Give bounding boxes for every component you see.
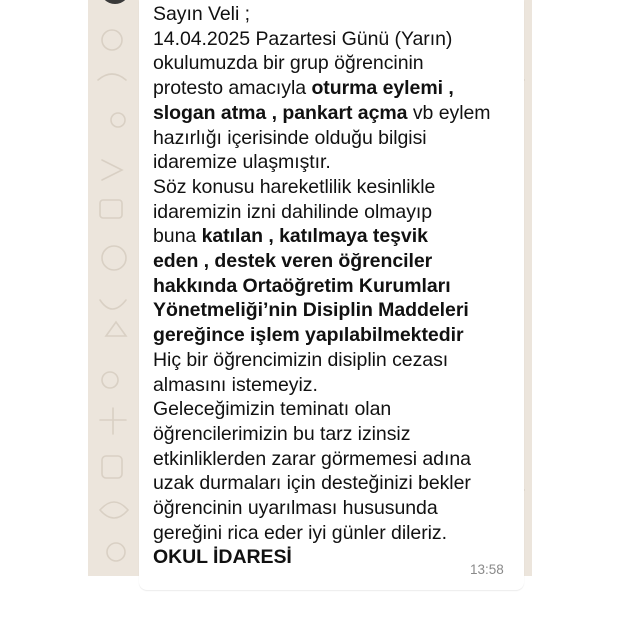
message-line [153,496,533,521]
message-bold-text: OKUL İDARESİ [153,546,292,569]
message-text-segment: idaremize ulaşmıştır. [153,151,331,174]
message-text-segment: idaremizin izni dahilinde olmayıp [153,200,433,223]
message-text-segment: vb eylem [407,101,491,124]
message-text-segment: almasını istemeyiz. [153,373,318,396]
message-bold-text: eden , destek veren öğrenciler [153,250,433,273]
message-line [153,323,533,348]
message-line [153,397,533,422]
message-bold-text: oturma eylemi , [311,77,454,100]
message-line [153,175,533,200]
message-text-segment: öğrencilerimizin bu tarz izinsiz [153,422,411,445]
message-line [153,200,533,225]
message-text-segment: Sayın Veli ; [153,3,250,25]
message-text-segment: hazırlığı içerisinde olduğu bilgisi [153,126,427,149]
message-bold-text: slogan atma , pankart açma [153,101,408,124]
message-line [153,422,533,447]
message-text-segment: Geleceğimizin teminatı olan [153,398,392,421]
message-text-segment: gereğini rica eder iyi günler dileriz. [153,521,447,544]
message-bold-text: Yönetmeliği’nin Disiplin Maddeleri [153,299,469,322]
message-line [153,27,533,52]
message-line [153,51,533,76]
message-text-segment: protesto amacıyla [153,77,312,100]
message-text-segment: Söz konusu hareketlilik kesinlikle [153,175,436,198]
message-text-segment: buna [153,225,202,248]
message-line [153,76,533,101]
message-line [153,521,533,546]
message-line [153,274,533,299]
message-line [153,298,533,323]
message-text-segment: etkinliklerden zarar görmemesi adına [153,447,471,470]
message-text-segment: Hiç bir öğrencimizin disiplin cezası [153,348,449,371]
message-line [153,348,533,373]
message-bold-text: katılan , katılmaya teşvik [201,225,428,248]
message-text-segment: öğrencinin uyarılması hususunda [153,497,438,520]
message-timestamp: 13:58 [470,562,504,577]
message-line [153,471,533,496]
message-text [153,2,533,570]
message-line [153,150,533,175]
message-bold-text: hakkında Ortaöğretim Kurumları [153,274,451,297]
message-text-segment: uzak durmaları için desteğinizi bekler [153,472,471,495]
message-line [153,224,533,249]
message-text-segment: okulumuzda bir grup öğrencinin [153,52,424,75]
message-line [153,447,533,472]
message-line [153,101,533,126]
message-bold-text: gereğince işlem yapılabilmektedir [153,324,464,347]
message-line [153,2,533,27]
message-text-segment: 14.04.2025 Pazartesi Günü (Yarın) [153,27,453,50]
message-line [153,249,533,274]
message-line [153,373,533,398]
message-line [153,126,533,151]
